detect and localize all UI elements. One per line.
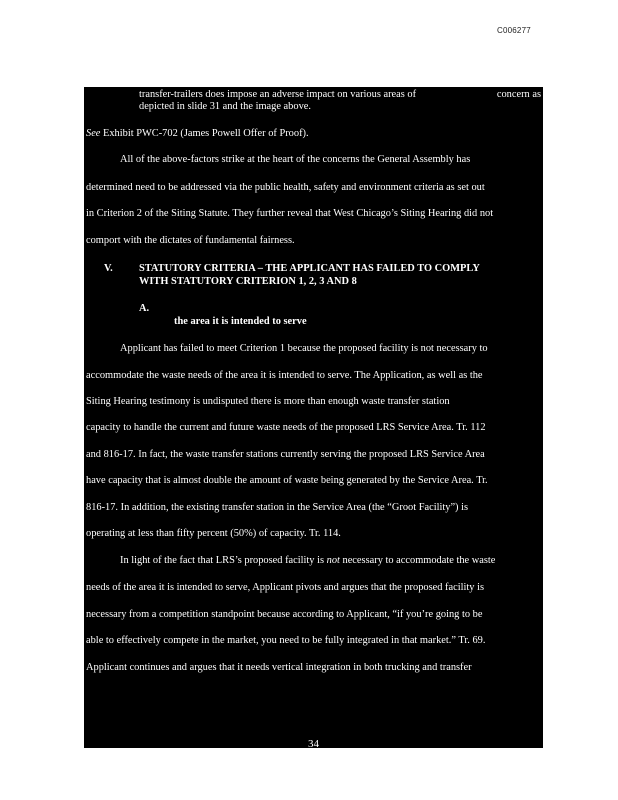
paragraph-2-line-8: operating at less than fifty percent (50%) of capacity. Tr. 114. [86,528,341,539]
paragraph-3-text-cont: necessary to accommodate the waste [339,555,496,566]
section-heading-line-1: STATUTORY CRITERIA – THE APPLICANT HAS FAILED TO COMPLY [139,263,480,274]
block-quote-line-1 [139,89,541,101]
paragraph-3-line-5: Applicant continues and argues that it needs vertical integration in both trucking and transfer [86,662,472,673]
paragraph-3-text: In light of the fact that LRS’s proposed facility is [120,555,327,566]
paragraph-1-line-3: in Criterion 2 of the Siting Statute. They further reveal that West Chicago’s Siting Hearing did not [86,208,494,219]
paragraph-2-line-2: accommodate the waste needs of the area it is intended to serve. The Application, as well as the [86,370,483,381]
paragraph-3-line-2: needs of the area it is intended to serve, Applicant pivots and argues that the proposed facility is [86,582,485,593]
paragraph-3-line-4: able to effectively compete in the market, you need to be fully integrated in that market.” Tr. 69. [86,635,486,646]
see-signal: See [86,128,101,139]
paragraph-2-line-5: and 816-17. In fact, the waste transfer stations currently serving the proposed LRS Service Area [86,449,485,460]
paragraph-2-line-3: Siting Hearing testimony is undisputed there is more than enough waste transfer station [86,396,450,407]
subsection-letter: A. [139,303,150,314]
paragraph-2-line-4: capacity to handle the current and future waste needs of the proposed LRS Service Area. Tr. 112 [86,422,486,433]
see-exhibit-text: Exhibit PWC-702 (James Powell Offer of Proof). [100,128,309,139]
paragraph-2-line-1: Applicant has failed to meet Criterion 1 because the proposed facility is not necessary to [120,343,488,354]
document-page-body [84,87,543,748]
block-quote-text-end: concern as [496,89,541,100]
paragraph-3-emphasis: not [326,555,340,566]
block-quote-text: transfer-trailers does impose an adverse impact on various areas of [139,89,417,100]
paragraph-3-line-1 [120,555,495,567]
paragraph-1-line-4: comport with the dictates of fundamental fairness. [86,235,295,246]
paragraph-3-line-3: necessary from a competition standpoint because according to Applicant, “if you’re going to be [86,609,483,620]
section-number: V. [104,263,113,274]
section-heading-line-2: WITH STATUTORY CRITERION 1, 2, 3 AND 8 [139,276,357,287]
paragraph-2-line-7: 816-17. In addition, the existing transfer station in the Service Area (the “Groot Facility”) is [86,502,469,513]
subsection-heading: the area it is intended to serve [174,316,307,327]
paragraph-1-line-1: All of the above-factors strike at the heart of the concerns the General Assembly has [120,154,471,165]
page-number: 34 [308,738,319,748]
block-quote-line-2: depicted in slide 31 and the image above. [139,101,311,112]
see-exhibit-line [86,128,309,140]
document-id: C006277 [497,26,531,35]
paragraph-2-line-6: have capacity that is almost double the amount of waste being generated by the Service Area. Tr. [86,475,488,486]
paragraph-1-line-2: determined need to be addressed via the public health, safety and environment criteria as set out [86,182,485,193]
